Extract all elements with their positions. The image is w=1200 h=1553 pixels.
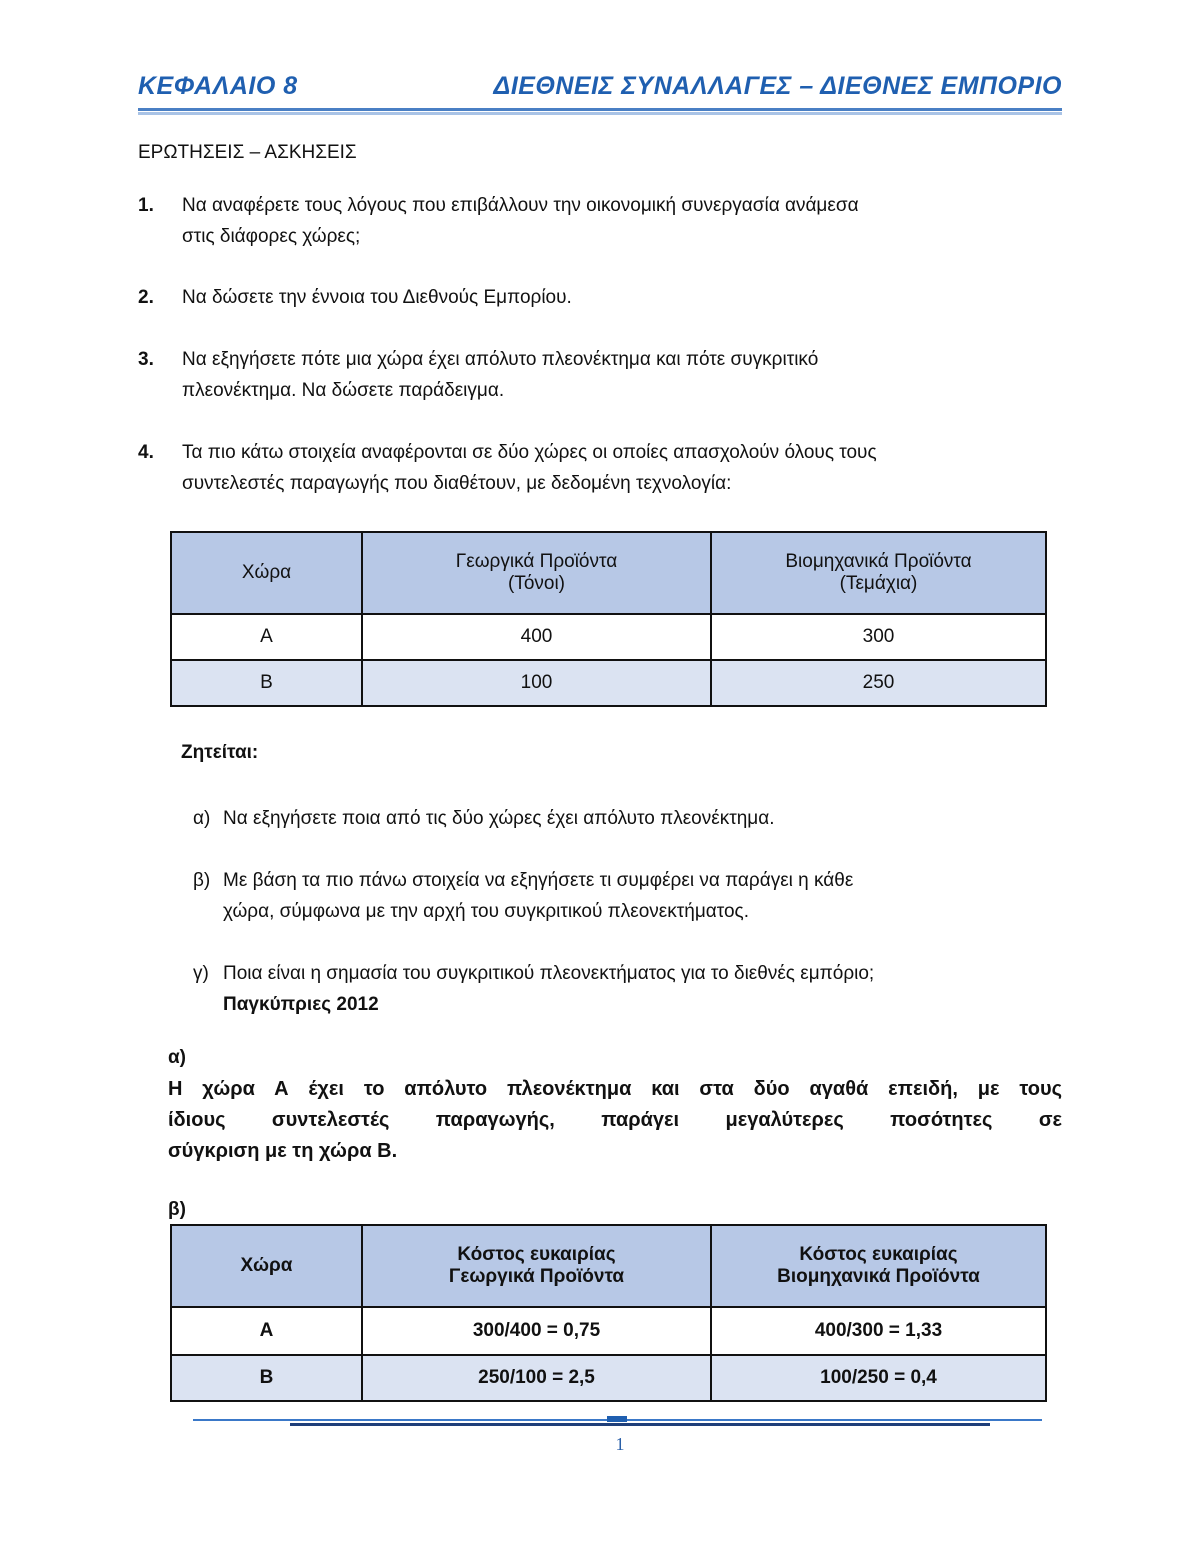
- subquestion-text-line1: Με βάση τα πιο πάνω στοιχεία να εξηγήσετε τι συμφέρει να παράγει η κάθε: [223, 870, 854, 891]
- answer-b-label: β): [168, 1199, 186, 1220]
- header-rule-shadow: [138, 112, 1062, 115]
- subquestion-c: [193, 958, 1062, 1020]
- table-row: [171, 660, 1046, 706]
- question-number: 3.: [138, 349, 154, 370]
- table-cell: 400/300 = 1,33: [711, 1307, 1046, 1355]
- subquestion-text-line1: Ποια είναι η σημασία του συγκριτικού πλεονεκτήματος για το διεθνές εμπόριο;: [223, 963, 875, 984]
- question-number: 4.: [138, 442, 154, 463]
- question-text-line1: Να δώσετε την έννοια του Διεθνούς Εμπορίου.: [182, 287, 572, 308]
- header-cell: Χώρα: [171, 1225, 362, 1307]
- header-cell: Κόστος ευκαιρίας Γεωργικά Προϊόντα: [362, 1225, 711, 1307]
- table-row: [171, 614, 1046, 660]
- subquestion-a: [193, 803, 1062, 834]
- subquestion-text: Να εξηγήσετε ποια από τις δύο χώρες έχει απόλυτο πλεονέκτημα.: [223, 808, 775, 829]
- table-cell: 400: [362, 614, 711, 660]
- table-cell: Α: [171, 614, 362, 660]
- requested-heading: Ζητείται:: [181, 742, 259, 763]
- page-header: [138, 68, 1062, 108]
- subquestion-label: γ): [193, 963, 209, 984]
- production-table: [170, 531, 1047, 707]
- table-row: [171, 1355, 1046, 1401]
- table-cell: 100: [362, 660, 711, 706]
- footer-ornament: [607, 1416, 627, 1422]
- answer-a: [168, 1074, 1062, 1167]
- question-text-line1: Να εξηγήσετε πότε μια χώρα έχει απόλυτο πλεονέκτημα και πότε συγκριτικό: [182, 349, 819, 370]
- answer-line: ίδιους συντελεστές παραγωγής, παράγει μεγαλύτερες ποσότητες σε: [168, 1109, 1062, 1131]
- question-text-line2: συντελεστές παραγωγής που διαθέτουν, με δεδομένη τεχνολογία:: [182, 473, 732, 494]
- table-row: [171, 1307, 1046, 1355]
- header-rule: [138, 108, 1062, 111]
- table-cell: Β: [171, 660, 362, 706]
- footer-rule-dark: [290, 1423, 990, 1426]
- question-text-line1: Τα πιο κάτω στοιχεία αναφέρονται σε δύο χώρες οι οποίες απασχολούν όλους τους: [182, 442, 877, 463]
- table-header-row: [171, 532, 1046, 614]
- header-cell: Κόστος ευκαιρίας Βιομηχανικά Προϊόντα: [711, 1225, 1046, 1307]
- question-3: [138, 344, 1062, 406]
- table-cell: 300: [711, 614, 1046, 660]
- question-4: [138, 437, 1062, 499]
- question-number: 2.: [138, 287, 154, 308]
- table-cell: 100/250 = 0,4: [711, 1355, 1046, 1401]
- table-cell: 250/100 = 2,5: [362, 1355, 711, 1401]
- header-cell: Χώρα: [171, 532, 362, 614]
- question-number: 1.: [138, 195, 154, 216]
- table-cell: Β: [171, 1355, 362, 1401]
- question-text-line2: στις διάφορες χώρες;: [182, 226, 361, 247]
- header-cell: Γεωργικά Προϊόντα (Τόνοι): [362, 532, 711, 614]
- subquestion-b: [193, 865, 1062, 927]
- question-text-line1: Να αναφέρετε τους λόγους που επιβάλλουν την οικονομική συνεργασία ανάμεσα: [182, 195, 859, 216]
- question-1: [138, 190, 1062, 252]
- subquestion-label: β): [193, 870, 211, 891]
- table-cell: Α: [171, 1307, 362, 1355]
- table-cell: 250: [711, 660, 1046, 706]
- question-text-line2: πλεονέκτημα. Να δώσετε παράδειγμα.: [182, 380, 505, 401]
- table-cell: 300/400 = 0,75: [362, 1307, 711, 1355]
- page-number: 1: [615, 1434, 625, 1454]
- header-cell: Βιομηχανικά Προϊόντα (Τεμάχια): [711, 532, 1046, 614]
- chapter-label: ΚΕΦΑΛΑΙΟ 8: [138, 72, 298, 100]
- subquestion-label: α): [193, 808, 211, 829]
- subquestion-text-line2: χώρα, σύμφωνα με την αρχή του συγκριτικού πλεονεκτήματος.: [223, 901, 749, 922]
- question-2: [138, 282, 1062, 313]
- answer-a-label: α): [168, 1047, 187, 1068]
- answer-line: σύγκριση με τη χώρα Β.: [168, 1140, 398, 1162]
- exam-source: Παγκύπριες 2012: [223, 994, 379, 1015]
- answer-line: Η χώρα Α έχει το απόλυτο πλεονέκτημα και στα δύο αγαθά επειδή, με τους: [168, 1078, 1062, 1100]
- section-title: ΕΡΩΤΗΣΕΙΣ – ΑΣΚΗΣΕΙΣ: [138, 142, 357, 163]
- table-header-row: [171, 1225, 1046, 1307]
- opportunity-cost-table: [170, 1224, 1047, 1402]
- chapter-title: ΔΙΕΘΝΕΙΣ ΣΥΝΑΛΛΑΓΕΣ – ΔΙΕΘΝΕΣ ΕΜΠΟΡΙΟ: [493, 72, 1062, 100]
